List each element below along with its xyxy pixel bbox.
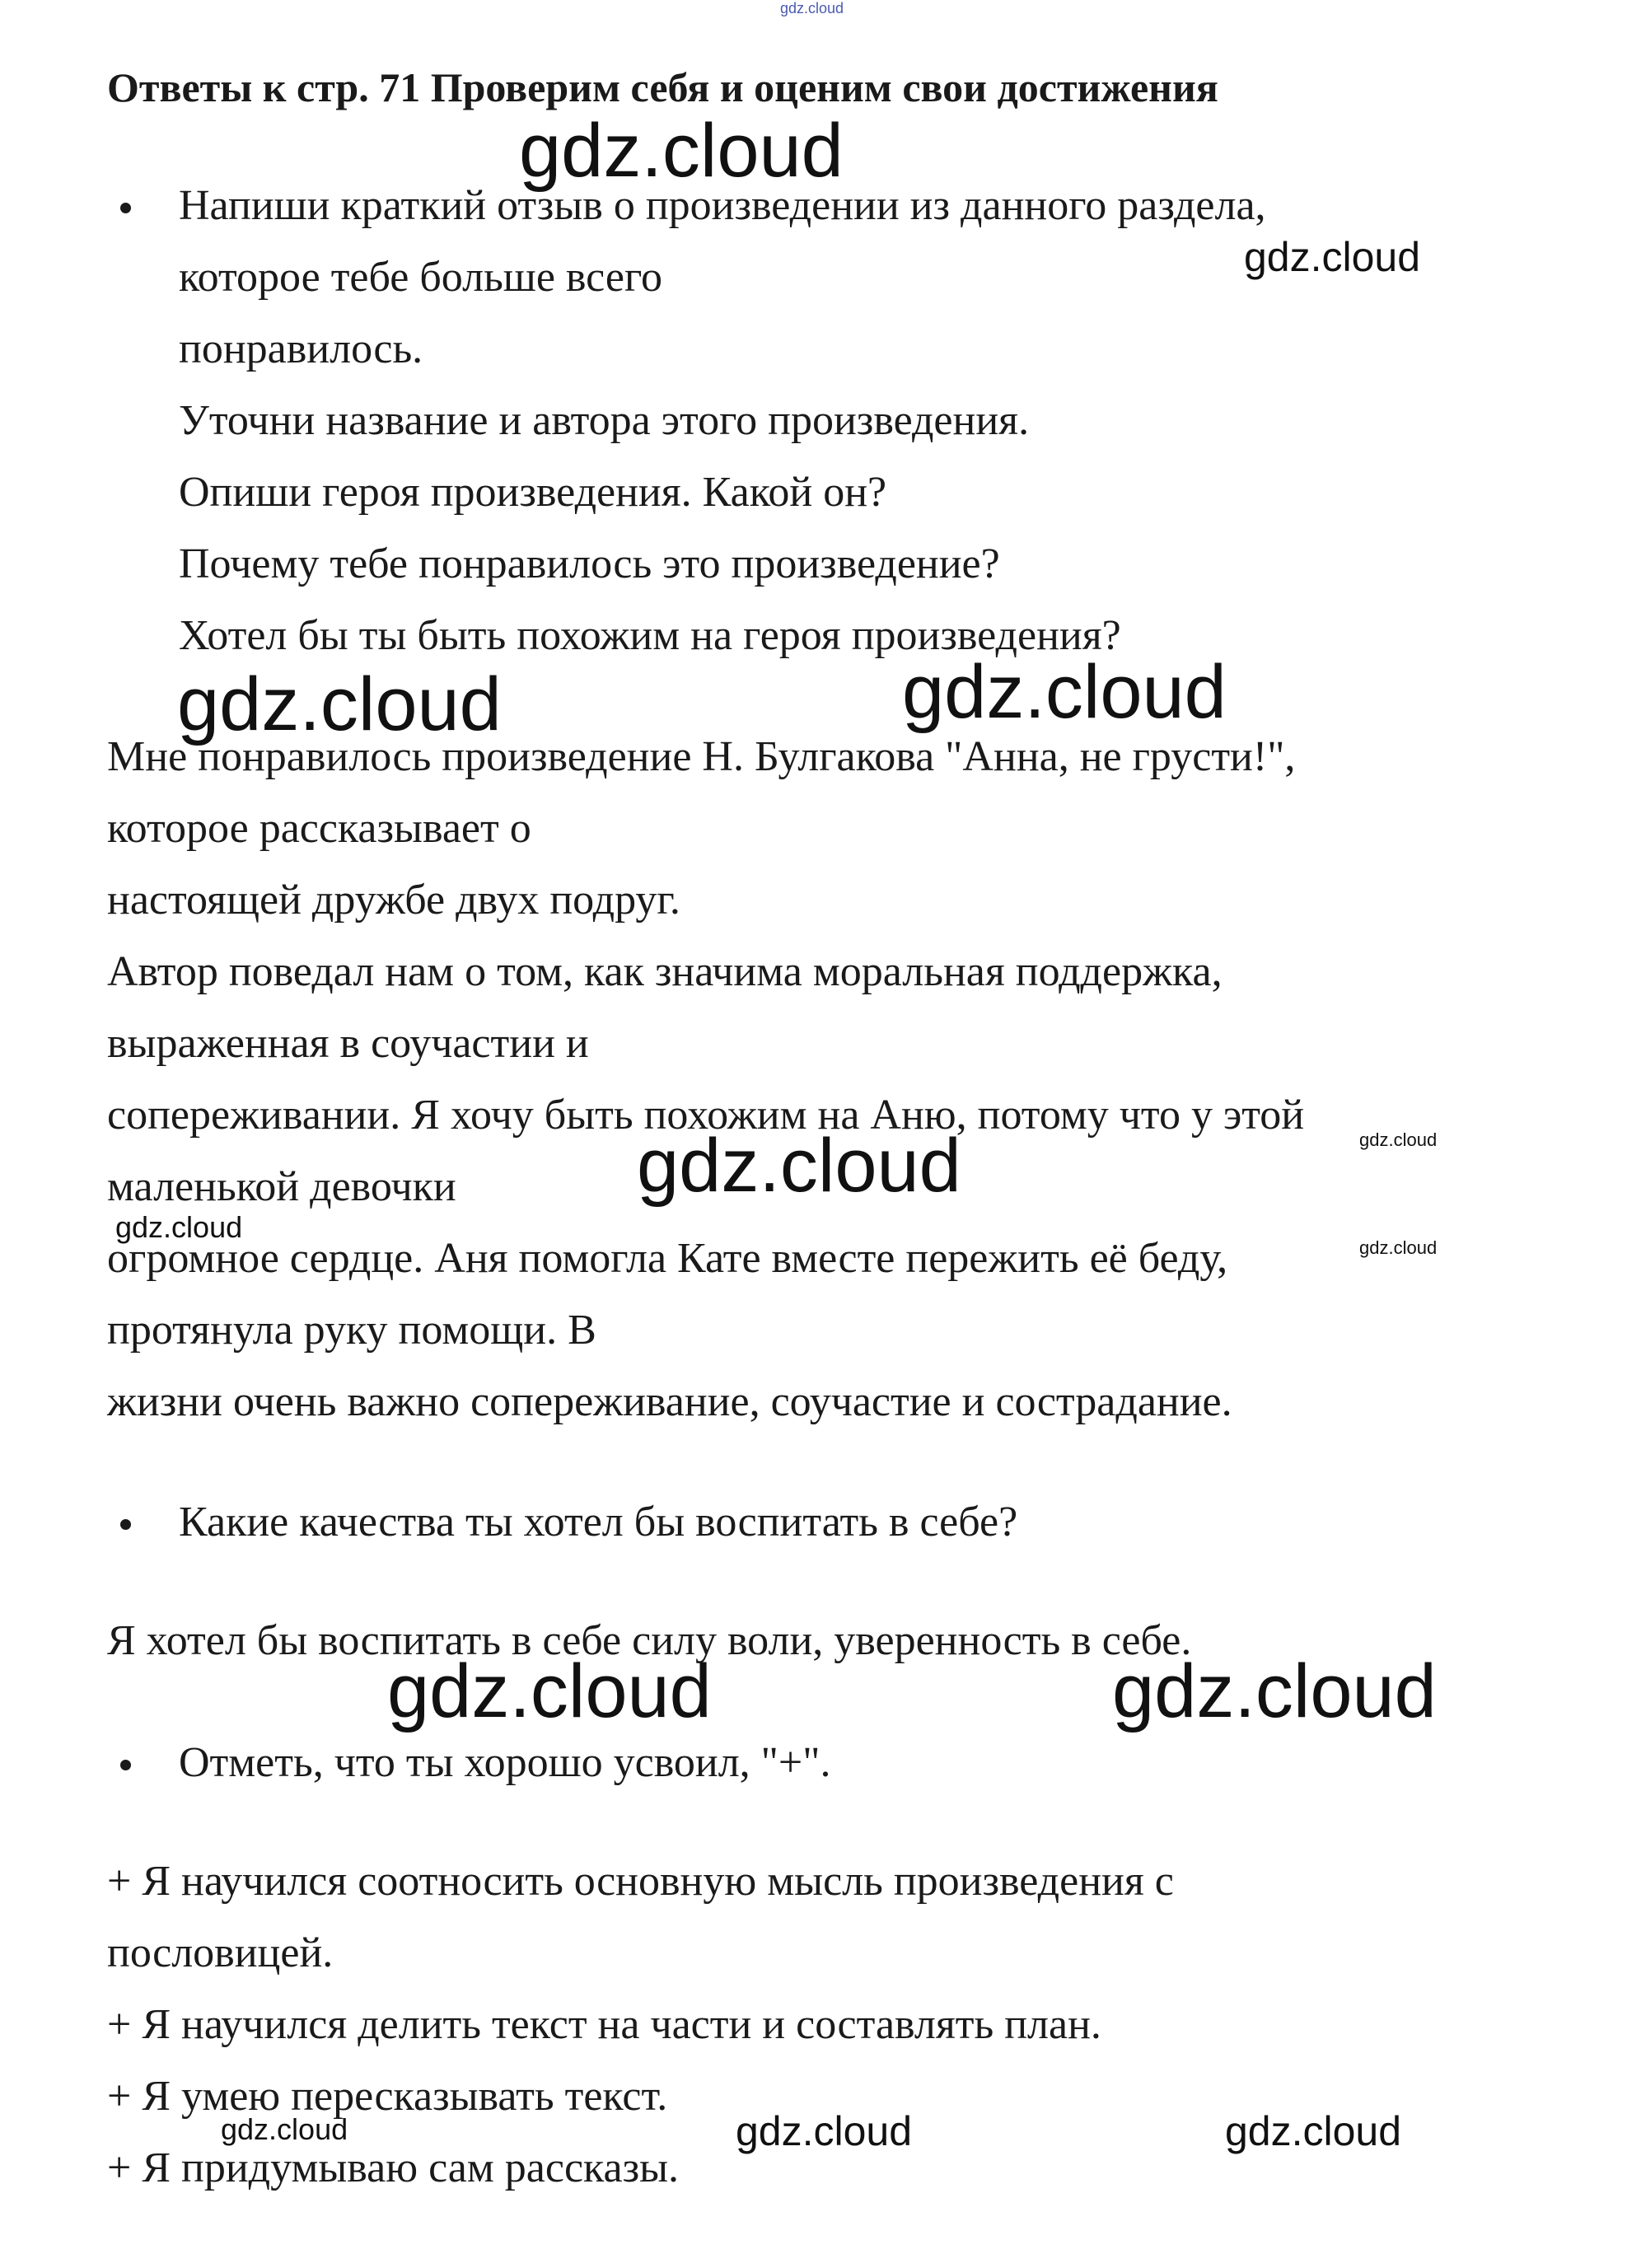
question-3: Отметь, что ты хорошо усвоил, "+".: [179, 1739, 831, 1786]
answer-1-line-3: настоящей дружбе двух подруг.: [107, 877, 680, 924]
watermark-3: gdz.cloud: [177, 662, 502, 746]
watermark-12: gdz.cloud: [736, 2108, 913, 2154]
question-1-line-3: понравилось.: [179, 325, 423, 372]
answer-1-line-7: маленькой девочки: [107, 1163, 456, 1210]
question-1-line-5: Опиши героя произведения. Какой он?: [179, 469, 887, 516]
question-2: Какие качества ты хотел бы воспитать в себе?: [179, 1499, 1018, 1546]
watermark-1: gdz.cloud: [519, 109, 844, 193]
question-1-line-6: Почему тебе понравилось это произведение?: [179, 540, 1000, 587]
bullet-2: [120, 1519, 131, 1530]
answer-2: Я хотел бы воспитать в себе силу воли, уверенность в себе.: [107, 1617, 1192, 1664]
answer-3-line-5: + Я придумываю сам рассказы.: [107, 2144, 680, 2191]
answer-3-line-1: + Я научился соотносить основную мысль произведения с: [107, 1858, 1174, 1905]
answer-1-line-1: Мне понравилось произведение Н. Булгакова "Анна, не грусти!",: [107, 733, 1296, 780]
watermark-2: gdz.cloud: [1244, 234, 1421, 280]
answer-1-line-9: протянула руку помощи. В: [107, 1307, 596, 1354]
watermark-13: gdz.cloud: [1225, 2108, 1402, 2154]
answer-3-line-3: + Я научился делить текст на части и составлять план.: [107, 2001, 1101, 2048]
answer-1-line-5: выраженная в соучастии и: [107, 1020, 589, 1067]
watermark-9: gdz.cloud: [387, 1649, 712, 1733]
answer-1-line-8: огромное сердце. Аня помогла Кате вместе пережить её беду,: [107, 1235, 1228, 1282]
bullet-1: [120, 203, 131, 213]
answer-3-line-2: пословицей.: [107, 1929, 334, 1976]
answer-1-line-4: Автор поведал нам о том, как значима моральная поддержка,: [107, 948, 1223, 995]
answer-3-line-4: + Я умею пересказывать текст.: [107, 2073, 668, 2120]
question-1-line-2: которое тебе больше всего: [179, 254, 662, 301]
watermark-4: gdz.cloud: [902, 650, 1227, 734]
watermark-top: gdz.cloud: [780, 0, 844, 16]
answer-1-line-2: которое рассказывает о: [107, 805, 531, 852]
page-title: Ответы к стр. 71 Проверим себя и оценим свои достижения: [107, 64, 1218, 110]
answer-1-line-6: сопереживании. Я хочу быть похожим на Аню, потому что у этой: [107, 1092, 1305, 1139]
watermark-11: gdz.cloud: [221, 2112, 348, 2146]
watermark-7: gdz.cloud: [115, 1210, 243, 1244]
question-1-line-7: Хотел бы ты быть похожим на героя произведения?: [179, 612, 1121, 659]
watermark-6: gdz.cloud: [637, 1124, 961, 1208]
bullet-3: [120, 1760, 131, 1770]
answer-1-line-10: жизни очень важно сопереживание, соучастие и сострадание.: [107, 1378, 1232, 1425]
watermark-8: gdz.cloud: [1359, 1237, 1438, 1258]
question-1-line-1: Напиши краткий отзыв о произведении из данного раздела,: [179, 182, 1266, 229]
question-1-line-4: Уточни название и автора этого произведения.: [179, 397, 1030, 444]
watermark-5: gdz.cloud: [1359, 1129, 1438, 1150]
watermark-10: gdz.cloud: [1112, 1649, 1437, 1733]
